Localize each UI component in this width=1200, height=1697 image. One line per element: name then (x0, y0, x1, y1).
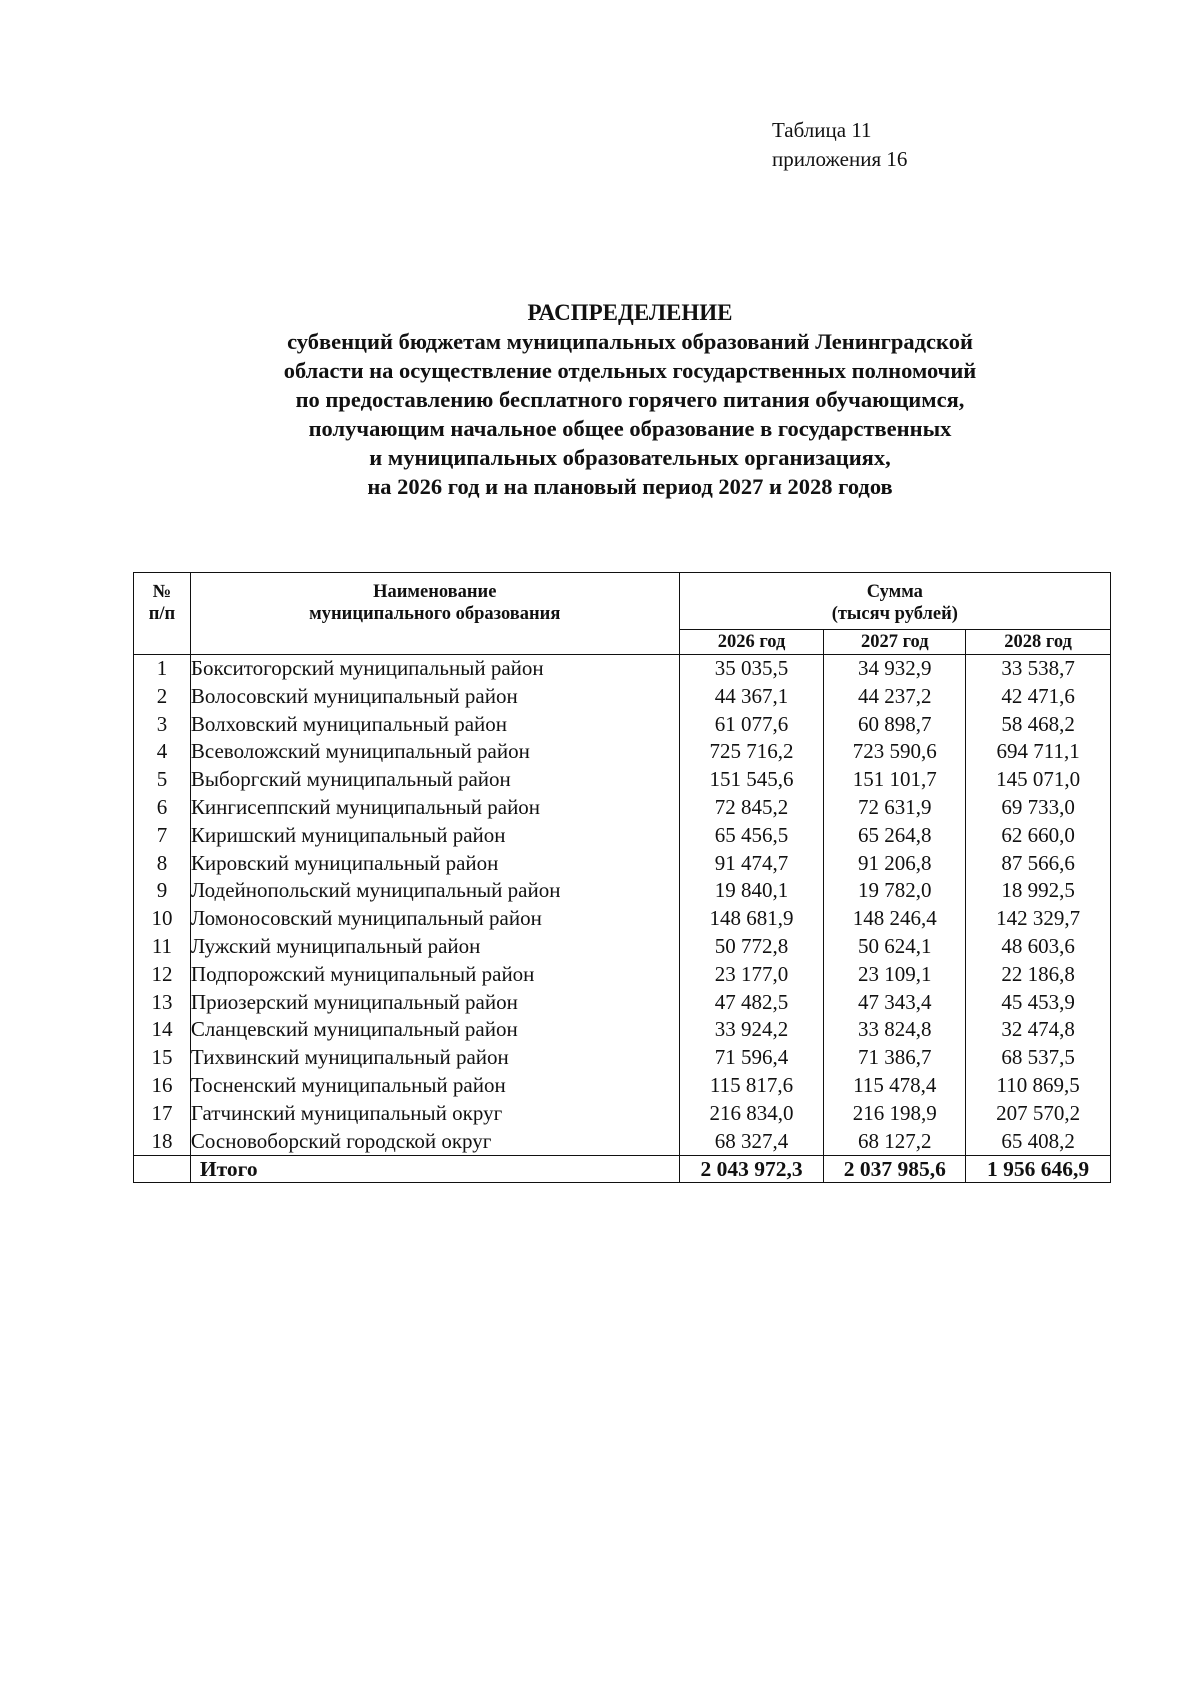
table-row (134, 655, 1111, 683)
amount-2027: 50 624,1 (824, 933, 966, 961)
amount-2026: 71 596,4 (679, 1044, 824, 1072)
table-row (134, 711, 1111, 739)
amount-2026: 19 840,1 (679, 877, 824, 905)
header-year-2026: 2026 год (679, 630, 824, 655)
row-number: 5 (134, 766, 191, 794)
total-label: Итого (190, 1156, 679, 1183)
row-number: 7 (134, 822, 191, 850)
amount-2028: 58 468,2 (966, 711, 1111, 739)
amount-2027: 216 198,9 (824, 1100, 966, 1128)
municipality-name: Бокситогорский муниципальный район (190, 655, 679, 683)
header-name-line2: муниципального образования (309, 604, 561, 624)
header-name (190, 573, 679, 655)
municipality-name: Тихвинский муниципальный район (190, 1044, 679, 1072)
total-num-cell (134, 1156, 191, 1183)
heading-line-3: по предоставлению бесплатного горячего питания обучающимся, (295, 387, 965, 412)
amount-2028: 32 474,8 (966, 1016, 1111, 1044)
amount-2026: 151 545,6 (679, 766, 824, 794)
row-number: 8 (134, 850, 191, 878)
row-number: 6 (134, 794, 191, 822)
table-row (134, 961, 1111, 989)
table-row (134, 1100, 1111, 1128)
amount-2027: 47 343,4 (824, 989, 966, 1017)
municipality-name: Лужский муниципальный район (190, 933, 679, 961)
heading-line-4: получающим начальное общее образование в государственных (308, 416, 952, 441)
municipality-name: Сосновоборский городской округ (190, 1128, 679, 1156)
total-2026: 2 043 972,3 (679, 1156, 824, 1183)
amount-2028: 22 186,8 (966, 961, 1111, 989)
header-number (134, 573, 191, 655)
municipality-name: Приозерский муниципальный район (190, 989, 679, 1017)
amount-2028: 45 453,9 (966, 989, 1111, 1017)
municipality-name: Кингисеппский муниципальный район (190, 794, 679, 822)
table-row (134, 1044, 1111, 1072)
amount-2027: 19 782,0 (824, 877, 966, 905)
table-reference (772, 116, 907, 174)
row-number: 4 (134, 738, 191, 766)
table-row (134, 1072, 1111, 1100)
table-row (134, 766, 1111, 794)
amount-2027: 723 590,6 (824, 738, 966, 766)
heading-line-5: и муниципальных образовательных организациях, (369, 445, 891, 470)
distribution-table (133, 572, 1111, 1183)
amount-2026: 115 817,6 (679, 1072, 824, 1100)
amount-2026: 65 456,5 (679, 822, 824, 850)
amount-2028: 87 566,6 (966, 850, 1111, 878)
heading-line-6: на 2026 год и на плановый период 2027 и 2028 годов (367, 474, 893, 499)
heading-line-1: субвенций бюджетам муниципальных образований Ленинградской (287, 329, 973, 354)
municipality-name: Тосненский муниципальный район (190, 1072, 679, 1100)
row-number: 9 (134, 877, 191, 905)
amount-2026: 50 772,8 (679, 933, 824, 961)
row-number: 10 (134, 905, 191, 933)
header-year-2027: 2027 год (824, 630, 966, 655)
row-number: 17 (134, 1100, 191, 1128)
total-2028: 1 956 646,9 (966, 1156, 1111, 1183)
amount-2027: 151 101,7 (824, 766, 966, 794)
amount-2027: 33 824,8 (824, 1016, 966, 1044)
header-sum-unit: (тысяч рублей) (831, 604, 958, 624)
table-row (134, 905, 1111, 933)
total-2027: 2 037 985,6 (824, 1156, 966, 1183)
amount-2028: 18 992,5 (966, 877, 1111, 905)
table-row (134, 738, 1111, 766)
row-number: 1 (134, 655, 191, 683)
header-sum-line1: Сумма (866, 582, 923, 602)
table-row (134, 683, 1111, 711)
table-row (134, 822, 1111, 850)
amount-2028: 694 711,1 (966, 738, 1111, 766)
amount-2026: 725 716,2 (679, 738, 824, 766)
amount-2027: 60 898,7 (824, 711, 966, 739)
amount-2027: 115 478,4 (824, 1072, 966, 1100)
header-number-symbol: № (152, 582, 172, 602)
amount-2028: 145 071,0 (966, 766, 1111, 794)
amount-2026: 68 327,4 (679, 1128, 824, 1156)
municipality-name: Волховский муниципальный район (190, 711, 679, 739)
municipality-name: Сланцевский муниципальный район (190, 1016, 679, 1044)
row-number: 3 (134, 711, 191, 739)
table-body (134, 655, 1111, 1156)
municipality-name: Ломоносовский муниципальный район (190, 905, 679, 933)
row-number: 2 (134, 683, 191, 711)
municipality-name: Волосовский муниципальный район (190, 683, 679, 711)
table-row (134, 989, 1111, 1017)
amount-2028: 69 733,0 (966, 794, 1111, 822)
amount-2028: 33 538,7 (966, 655, 1111, 683)
header-name-line1: Наименование (373, 582, 497, 602)
amount-2026: 61 077,6 (679, 711, 824, 739)
amount-2028: 142 329,7 (966, 905, 1111, 933)
header-number-abbr: п/п (148, 604, 176, 624)
amount-2028: 207 570,2 (966, 1100, 1111, 1128)
row-number: 15 (134, 1044, 191, 1072)
amount-2026: 91 474,7 (679, 850, 824, 878)
amount-2027: 72 631,9 (824, 794, 966, 822)
reference-appendix-number: приложения 16 (772, 147, 908, 171)
table-row (134, 794, 1111, 822)
amount-2027: 148 246,4 (824, 905, 966, 933)
amount-2028: 48 603,6 (966, 933, 1111, 961)
amount-2028: 65 408,2 (966, 1128, 1111, 1156)
amount-2028: 68 537,5 (966, 1044, 1111, 1072)
amount-2026: 44 367,1 (679, 683, 824, 711)
amount-2027: 65 264,8 (824, 822, 966, 850)
amount-2026: 33 924,2 (679, 1016, 824, 1044)
row-number: 16 (134, 1072, 191, 1100)
table-total-row (134, 1156, 1111, 1183)
table-row (134, 877, 1111, 905)
amount-2026: 148 681,9 (679, 905, 824, 933)
amount-2027: 44 237,2 (824, 683, 966, 711)
row-number: 13 (134, 989, 191, 1017)
municipality-name: Выборгский муниципальный район (190, 766, 679, 794)
document-heading (150, 298, 1110, 501)
table-row (134, 1128, 1111, 1156)
row-number: 11 (134, 933, 191, 961)
amount-2027: 68 127,2 (824, 1128, 966, 1156)
municipality-name: Всеволожский муниципальный район (190, 738, 679, 766)
table-row (134, 933, 1111, 961)
amount-2028: 42 471,6 (966, 683, 1111, 711)
header-sum (679, 573, 1110, 630)
amount-2027: 23 109,1 (824, 961, 966, 989)
amount-2026: 216 834,0 (679, 1100, 824, 1128)
header-year-2028: 2028 год (966, 630, 1111, 655)
amount-2028: 110 869,5 (966, 1072, 1111, 1100)
municipality-name: Киришский муниципальный район (190, 822, 679, 850)
amount-2026: 35 035,5 (679, 655, 824, 683)
municipality-name: Лодейнопольский муниципальный район (190, 877, 679, 905)
amount-2027: 71 386,7 (824, 1044, 966, 1072)
row-number: 18 (134, 1128, 191, 1156)
amount-2027: 91 206,8 (824, 850, 966, 878)
amount-2026: 47 482,5 (679, 989, 824, 1017)
amount-2026: 72 845,2 (679, 794, 824, 822)
row-number: 14 (134, 1016, 191, 1044)
heading-line-2: области на осуществление отдельных государственных полномочий (283, 358, 977, 383)
amount-2028: 62 660,0 (966, 822, 1111, 850)
row-number: 12 (134, 961, 191, 989)
table-row (134, 1016, 1111, 1044)
table-row (134, 850, 1111, 878)
document-title: РАСПРЕДЕЛЕНИЕ (527, 300, 733, 325)
municipality-name: Гатчинский муниципальный округ (190, 1100, 679, 1128)
amount-2026: 23 177,0 (679, 961, 824, 989)
municipality-name: Кировский муниципальный район (190, 850, 679, 878)
amount-2027: 34 932,9 (824, 655, 966, 683)
municipality-name: Подпорожский муниципальный район (190, 961, 679, 989)
reference-table-number: Таблица 11 (772, 118, 872, 142)
